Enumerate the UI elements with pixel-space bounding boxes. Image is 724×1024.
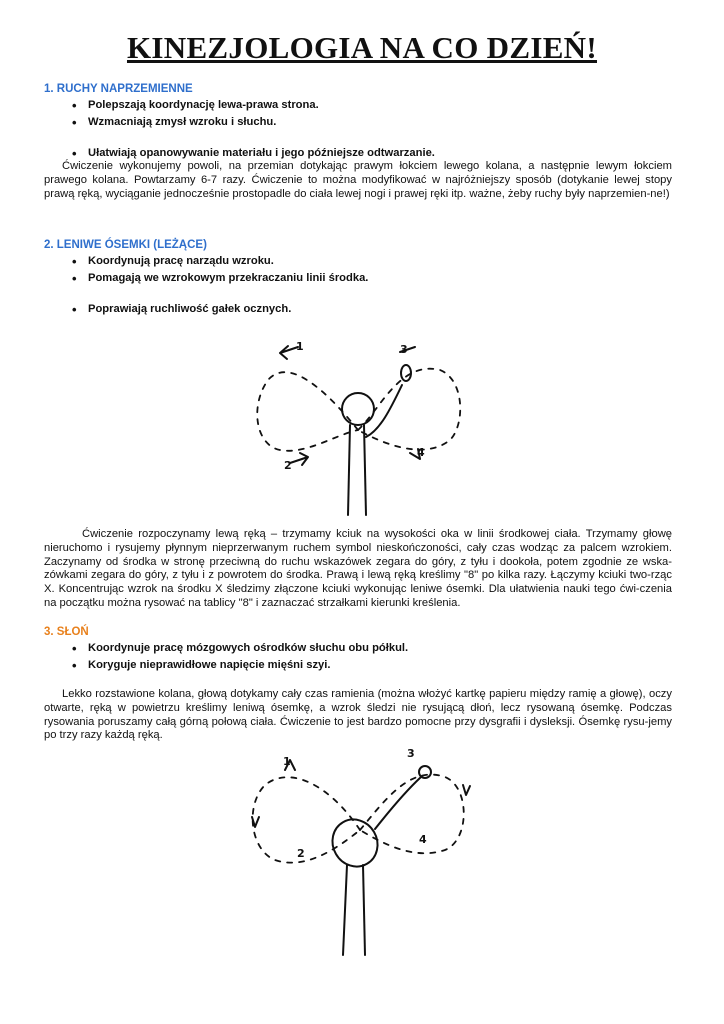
list-item: • Koryguje nieprawidłowe napięcie mięśni szyi. <box>72 657 408 674</box>
elephant-figure-illustration <box>235 745 485 960</box>
figure-leg-right <box>364 425 366 515</box>
list-item: • Wzmacniają zmysł wzroku i słuchu. <box>72 114 435 131</box>
figure-head <box>342 393 374 425</box>
list-item: • Polepszają koordynację lewa-prawa strona. <box>72 97 435 114</box>
infinity-loop-left <box>253 777 360 862</box>
list-item: • Poprawiają ruchliwość gałek ocznych. <box>72 301 368 318</box>
figure-leg-left <box>348 425 350 515</box>
list-item: • Pomagają we wzrokowym przekraczaniu linii środka. <box>72 270 368 287</box>
figure-label-3: 3 <box>400 343 408 356</box>
section-3-bullets <box>72 640 408 674</box>
figure-label-2: 2 <box>284 459 292 472</box>
arrow-2 <box>290 453 308 465</box>
figure-head <box>324 811 386 875</box>
section-2-heading: 2. LENIWE ÓSEMKI (LEŻĄCE) <box>44 239 207 251</box>
section-2-bullets <box>72 253 368 318</box>
figure-arm <box>375 777 421 829</box>
arrow-3 <box>463 785 470 795</box>
lazy-eight-figure-illustration <box>250 335 470 520</box>
section-2-paragraph: Ćwiczenie rozpoczynamy lewą ręką – trzymamy kciuk na wysokości oka w linii środkowej ciała. Trzymamy głowę nieruchomo i rysujemy płynnym nieprzerwanym ruchem symbol nieskończoności, cały czas wodząc za palcem wzrokiem. Zaczynamy od środka w stronę przeciwną do ruchu wskazówek zegara do góry, z tyłu i dookoła, potem zgodnie ze wska-zówkami zegara do góry, z tyłu i z powrotem do środka. Prawą i lewą ręką kreślimy "8" po kilka razy. Łączymy kciuki two-rząc X. Koncentrując wzrok na środku X śledzimy złączone kciuki wykonując leniwe ósemki. Dla ułatwienia nauki tego ćwi-czenia na początku można rysować na tablicy "8" i zaznaczać strzałkami kierunki kreślenia. <box>44 528 672 609</box>
figure-leg-right <box>363 865 365 955</box>
figure-label-4: 4 <box>417 446 425 459</box>
figure-arm <box>366 385 402 437</box>
figure-label-1: 1 <box>296 340 304 353</box>
page-title: KINEZJOLOGIA NA CO DZIEŃ! <box>126 30 597 65</box>
figure-leg-left <box>343 865 347 955</box>
section-1-bullets <box>72 97 435 162</box>
figure-label-4: 4 <box>419 833 427 846</box>
section-3-paragraph: Lekko rozstawione kolana, głową dotykamy cały czas ramienia (można włożyć kartkę papieru między ramię a głowę), oczy otwarte, ręką w powietrzu kreślimy leniwą ósemkę, a wzrok śledzi nie rysującą dłoń, lecz rysowaną ósemkę. Podczas rysowania poruszamy całą górną połową ciała. Ćwiczenie to jest bardzo pomocne przy dysgrafii i dysleksji. Ósemkę rysu-jemy po trzy razy każdą ręką. <box>44 688 672 742</box>
figure-hand <box>419 766 431 778</box>
list-item: • Koordynują pracę narządu wzroku. <box>72 253 368 270</box>
section-1-paragraph: Ćwiczenie wykonujemy powoli, na przemian dotykając prawym łokciem lewego kolana, a następnie lewym łokciem prawego kolana. Powtarzamy 6-7 razy. Ćwiczenie to można modyfikować w najróżniejszy sposób (dotykanie lewej stopy prawą ręką, wyciąganie jednocześnie prostopadle do ciała lewej nogi i prawej ręki itp. ważne, żeby ruchy były naprzemien-ne!) <box>44 160 672 200</box>
figure-hand <box>401 365 411 381</box>
list-item: • Ułatwiają opanowywanie materiału i jego późniejsze odtwarzanie. <box>72 145 435 162</box>
list-item: • Koordynuje pracę mózgowych ośrodków słuchu obu półkul. <box>72 640 408 657</box>
figure-label-1: 1 <box>283 755 291 768</box>
figure-label-3: 3 <box>407 747 415 760</box>
section-3-heading: 3. SŁOŃ <box>44 626 89 638</box>
section-1-heading: 1. RUCHY NAPRZEMIENNE <box>44 83 193 95</box>
figure-label-2: 2 <box>297 847 305 860</box>
